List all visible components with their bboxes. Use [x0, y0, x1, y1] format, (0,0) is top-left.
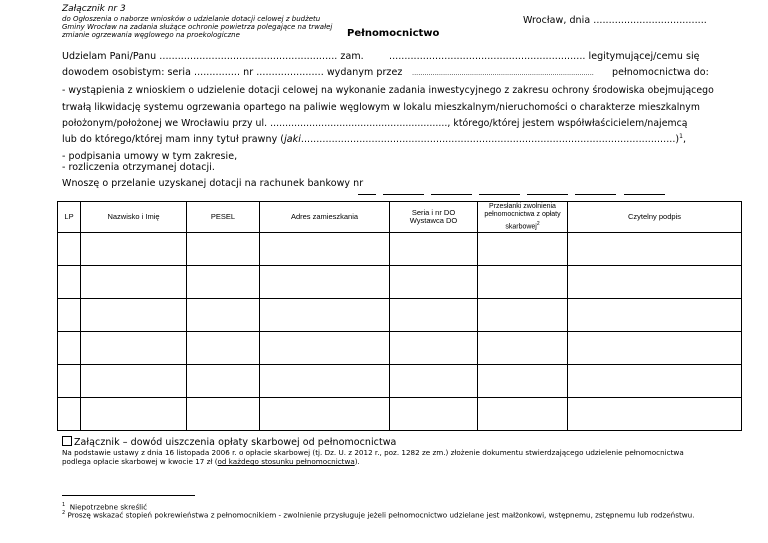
bank-account-segment[interactable]: [527, 186, 568, 195]
table-cell[interactable]: [260, 365, 390, 398]
table-row: [58, 365, 742, 398]
attachment-label: Załącznik – dowód uiszczenia opłaty skarbowej od pełnomocnictwa: [74, 437, 397, 448]
table-cell[interactable]: [568, 299, 742, 332]
authorization-line-5: położonym/położonej we Wrocławiu przy ul. ..........................................................., którego/której jestem współwłaścicielem/najemcą: [62, 118, 688, 129]
authorization-line-1a: Udzielam Pani/Panu .......................................................... zam.: [62, 51, 364, 62]
issuer-dotted-field[interactable]: ........................................................................................: [412, 69, 594, 77]
column-header-lp: LP: [58, 202, 81, 233]
table-cell[interactable]: [568, 266, 742, 299]
table-cell[interactable]: [81, 398, 187, 431]
column-header-name: Nazwisko i Imię: [81, 202, 187, 233]
table-cell[interactable]: [58, 365, 81, 398]
bank-account-label: Wnoszę o przelanie uzyskanej dotacji na rachunek bankowy nr: [62, 178, 364, 189]
table-cell[interactable]: [478, 365, 568, 398]
table-cell[interactable]: [58, 266, 81, 299]
table-cell[interactable]: [81, 233, 187, 266]
table-cell[interactable]: [187, 365, 260, 398]
table-cell[interactable]: [260, 332, 390, 365]
footnote-2: [62, 510, 695, 519]
table-cell[interactable]: [81, 365, 187, 398]
bank-account-segment[interactable]: [358, 186, 376, 195]
table-cell[interactable]: [58, 299, 81, 332]
footnote-1-text: Niepotrzebne skreślić: [69, 502, 148, 512]
table-row: [58, 233, 742, 266]
table-cell[interactable]: [260, 266, 390, 299]
footnote-1-number: 1: [62, 502, 66, 508]
annex-description-line-3: zmianie ogrzewania węglowego na proekologiczne: [62, 31, 240, 39]
column-header-signature: Czytelny podpis: [568, 202, 742, 233]
table-cell[interactable]: [478, 398, 568, 431]
table-cell[interactable]: [568, 365, 742, 398]
column-header-address: Adres zamieszkania: [260, 202, 390, 233]
table-cell[interactable]: [187, 233, 260, 266]
bank-account-segment[interactable]: [431, 186, 472, 195]
authorization-line-2b: pełnomocnictwa do:: [612, 67, 709, 78]
table-cell[interactable]: [81, 332, 187, 365]
footnote-2-number: 2: [62, 510, 66, 516]
bank-account-segment[interactable]: [575, 186, 616, 195]
proxy-table: [57, 201, 742, 431]
table-cell[interactable]: [81, 266, 187, 299]
table-row: [58, 299, 742, 332]
table-cell[interactable]: [58, 332, 81, 365]
table-cell[interactable]: [58, 398, 81, 431]
table-cell[interactable]: [390, 365, 478, 398]
table-cell[interactable]: [478, 299, 568, 332]
table-cell[interactable]: [390, 233, 478, 266]
table-cell[interactable]: [568, 332, 742, 365]
attachment-line: [62, 436, 396, 448]
table-row: [58, 266, 742, 299]
footnote-ref-1: 1: [679, 133, 684, 140]
table-cell[interactable]: [478, 332, 568, 365]
footnote-ref-2: 2: [536, 220, 540, 227]
table-cell[interactable]: [568, 233, 742, 266]
bank-account-segment[interactable]: [624, 186, 665, 195]
authorization-line-3: - wystąpienia z wnioskiem o udzielenie dotacji celowej na wykonanie zadania inwestycyjnego z zakresu ochrony środowiska obejmującego: [62, 85, 714, 96]
table-cell[interactable]: [478, 233, 568, 266]
legal-note-end: ).: [354, 457, 360, 466]
line-6-text: lub do którego/której mam inny tytuł prawny (: [62, 134, 285, 146]
legal-note-link[interactable]: od każdego stosunku pełnomocnictwa: [217, 457, 355, 466]
table-cell[interactable]: [187, 299, 260, 332]
table-cell[interactable]: [58, 233, 81, 266]
table-cell[interactable]: [390, 332, 478, 365]
place-date-field[interactable]: Wrocław, dnia .....................................: [523, 15, 707, 26]
table-cell[interactable]: [390, 266, 478, 299]
table-header-row: [58, 202, 742, 233]
table-cell[interactable]: [187, 332, 260, 365]
table-cell[interactable]: [260, 398, 390, 431]
table-row: [58, 332, 742, 365]
line-6-italic: jaki: [284, 134, 301, 146]
table-cell[interactable]: [187, 398, 260, 431]
authorization-line-1b: ................................................................ legitymującej/cemu się: [389, 51, 700, 62]
table-cell[interactable]: [260, 299, 390, 332]
table-cell[interactable]: [568, 398, 742, 431]
line-6-dots: ..........................................................................................................................): [300, 134, 680, 146]
annex-description-line-2: Gminy Wrocław na zadania służące ochronie powietrza polegające na trwałej: [62, 23, 333, 31]
annex-description-line-1: do Ogłoszenia o naborze wniosków o udzielanie dotacji celowej z budżetu: [62, 15, 321, 23]
line-6-comma: ,: [683, 134, 687, 146]
annex-title: Załącznik nr 3: [62, 4, 126, 14]
table-cell[interactable]: [187, 266, 260, 299]
authorization-line-8: - rozliczenia otrzymanej dotacji.: [62, 162, 215, 173]
bank-account-segment[interactable]: [479, 186, 520, 195]
footnote-separator: [62, 495, 195, 496]
footnote-2-text: Proszę wskazać stopień pokrewieństwa z pełnomocnikiem - zwolnienie przysługuje jeżeli pełnomocnictwo udzielane jest małżonkowi, wstępnemu, zstępnemu lub rodzeństwu.: [67, 510, 695, 520]
column-header-exemption: [478, 202, 568, 233]
bank-account-field[interactable]: [358, 180, 665, 199]
table-cell[interactable]: [478, 266, 568, 299]
table-cell[interactable]: [260, 233, 390, 266]
column-header-pesel: PESEL: [187, 202, 260, 233]
table-cell[interactable]: [390, 299, 478, 332]
authorization-line-2a: dowodem osobistym: seria ............... nr ...................... wydanym przez: [62, 67, 403, 78]
attachment-checkbox[interactable]: [62, 436, 72, 446]
table-row: [58, 398, 742, 431]
legal-note-text: podlega opłacie skarbowej w kwocie 17 zł (: [62, 457, 218, 466]
legal-note-line-1: Na podstawie ustawy z dnia 16 listopada 2006 r. o opłacie skarbowej (tj. Dz. U. z 2012 r., poz. 1282 ze zm.) złożenie dokumentu stwierdzającego udzielenie pełnomocnictwa: [62, 448, 684, 457]
authorization-line-6: [62, 133, 686, 145]
exemption-header-text: Przesłanki zwolnienia pełnomocnictwa z opłaty skarbowej: [484, 202, 561, 230]
authorization-line-7: - podpisania umowy w tym zakresie,: [62, 151, 238, 162]
bank-account-segment[interactable]: [383, 186, 424, 195]
table-cell[interactable]: [81, 299, 187, 332]
legal-note-line-2: [62, 457, 360, 466]
document-title: Pełnomocnictwo: [347, 28, 440, 39]
table-cell[interactable]: [390, 398, 478, 431]
authorization-line-4: trwałą likwidację systemu ogrzewania opartego na paliwie węglowym w lokalu mieszkalnym/nieruchomości o charakterze mieszkalnym: [62, 102, 700, 113]
column-header-id-document: Seria i nr DO Wystawca DO: [390, 202, 478, 233]
